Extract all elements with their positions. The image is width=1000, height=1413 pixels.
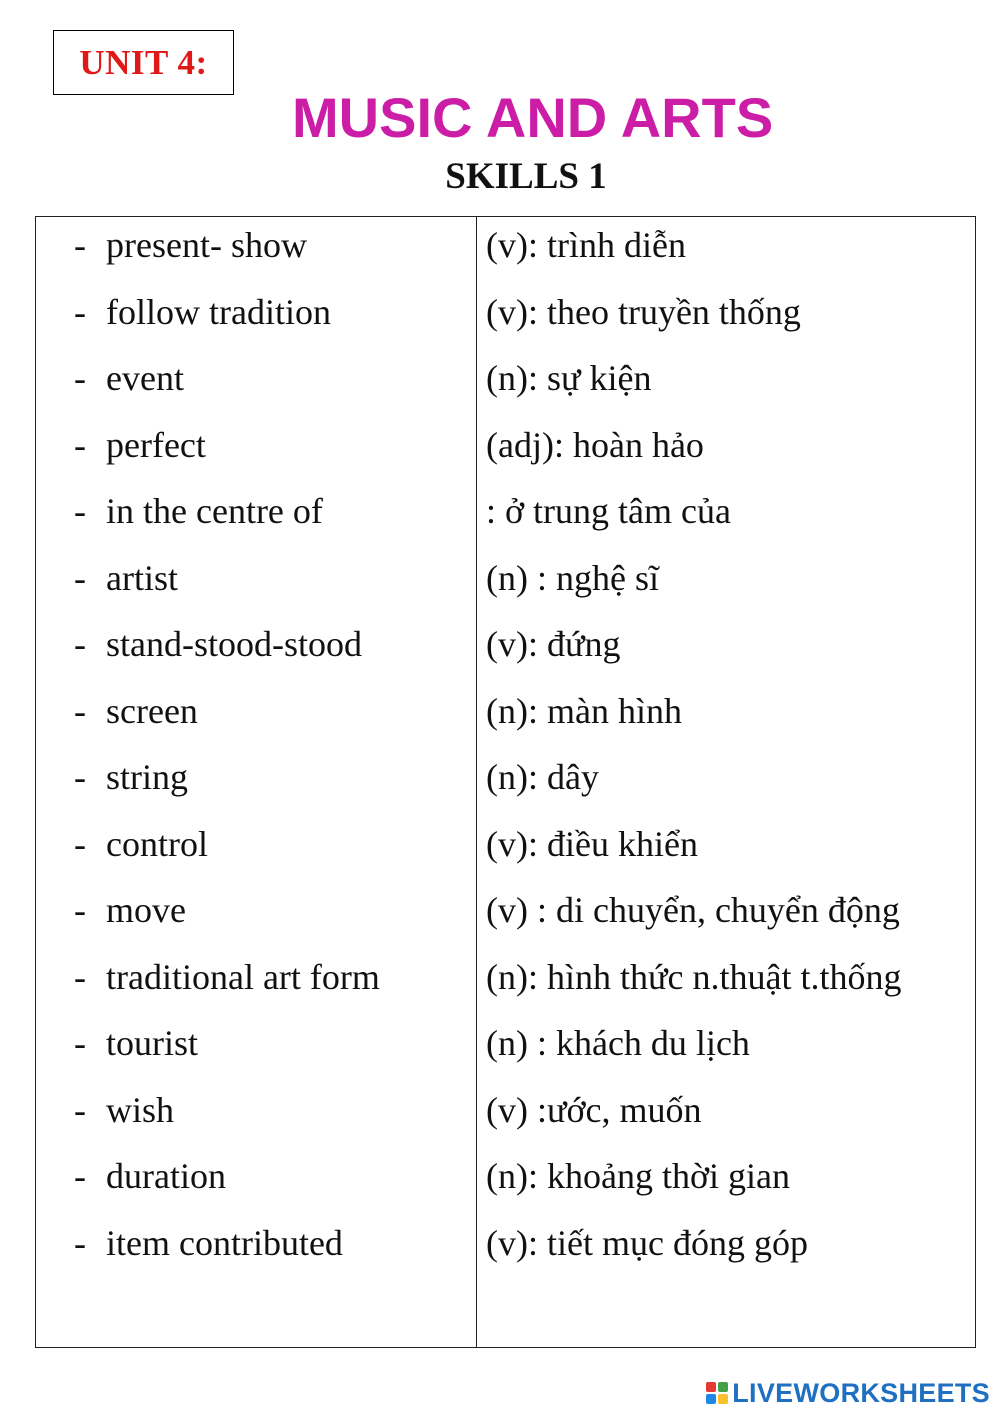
list-dash: - bbox=[74, 757, 86, 797]
vocab-definition: : ở trung tâm của bbox=[486, 491, 731, 531]
vocab-term-text: duration bbox=[106, 1156, 226, 1196]
list-dash: - bbox=[74, 823, 86, 864]
vocab-row bbox=[36, 751, 975, 818]
logo-grid-icon bbox=[706, 1382, 728, 1404]
vocab-definition: (v): tiết mục đóng góp bbox=[486, 1222, 808, 1263]
vocab-definition: (n): dây bbox=[486, 757, 599, 797]
vocab-definition: (n): khoảng thời gian bbox=[486, 1156, 790, 1196]
page-subtitle: SKILLS 1 bbox=[445, 156, 607, 197]
vocab-term bbox=[74, 1221, 343, 1265]
vocab-definition: (v): điều khiển bbox=[486, 823, 698, 864]
vocab-row bbox=[36, 552, 975, 619]
vocab-term bbox=[74, 1021, 198, 1065]
vocab-term bbox=[74, 1154, 226, 1198]
vocab-row bbox=[36, 1217, 975, 1284]
vocab-term bbox=[74, 622, 362, 666]
vocab-term bbox=[74, 556, 178, 600]
vocab-term bbox=[74, 423, 206, 467]
vocab-row bbox=[36, 951, 975, 1018]
list-dash: - bbox=[74, 1089, 86, 1130]
list-dash: - bbox=[74, 956, 86, 997]
vocab-row bbox=[36, 1084, 975, 1151]
vocab-term bbox=[74, 822, 208, 866]
vocab-term-text: follow tradition bbox=[106, 291, 331, 332]
page-title: MUSIC AND ARTS bbox=[292, 86, 774, 149]
list-dash: - bbox=[74, 690, 86, 731]
list-dash: - bbox=[74, 491, 86, 531]
vocab-row bbox=[36, 352, 975, 419]
vocab-definition: (v): trình diễn bbox=[486, 225, 686, 265]
list-dash: - bbox=[74, 291, 86, 332]
logo-text: LIVEWORKSHEETS bbox=[732, 1377, 990, 1408]
vocab-row bbox=[36, 219, 975, 286]
vocab-definition: (n) : khách du lịch bbox=[486, 1023, 750, 1063]
list-dash: - bbox=[74, 624, 86, 664]
vocab-row bbox=[36, 419, 975, 486]
vocab-term bbox=[74, 223, 307, 267]
vocab-term-text: string bbox=[106, 757, 189, 797]
vocab-definition: (v) : di chuyển, chuyển động bbox=[486, 890, 900, 930]
vocab-term-text: wish bbox=[106, 1089, 175, 1130]
vocab-term-text: artist bbox=[106, 557, 178, 598]
list-dash: - bbox=[74, 557, 86, 598]
liveworksheets-logo bbox=[706, 1378, 990, 1408]
list-dash: - bbox=[74, 358, 86, 398]
list-dash: - bbox=[74, 890, 86, 930]
vocab-term bbox=[74, 755, 188, 799]
list-dash: - bbox=[74, 1023, 86, 1063]
vocab-definition: (n): hình thức n.thuật t.thống bbox=[486, 956, 902, 997]
vocab-row bbox=[36, 685, 975, 752]
unit-label: UNIT 4: bbox=[79, 42, 208, 82]
vocab-row bbox=[36, 485, 975, 552]
vocab-row bbox=[36, 1150, 975, 1217]
vocab-term-text: control bbox=[106, 823, 208, 864]
vocab-term bbox=[74, 290, 331, 334]
list-dash: - bbox=[74, 1222, 86, 1263]
vocab-term bbox=[74, 689, 198, 733]
vocab-term-text: screen bbox=[106, 690, 198, 731]
vocab-term-text: move bbox=[106, 890, 186, 930]
vocab-term-text: stand-stood-stood bbox=[106, 624, 362, 664]
vocab-definition: (n) : nghệ sĩ bbox=[486, 557, 659, 598]
vocab-term-text: present- show bbox=[106, 225, 307, 265]
vocab-term-text: event bbox=[106, 358, 184, 398]
vocab-definition: (v): đứng bbox=[486, 624, 621, 664]
vocab-definition: (v) :ước, muốn bbox=[486, 1089, 702, 1130]
vocab-term bbox=[74, 489, 323, 533]
vocab-row bbox=[36, 884, 975, 951]
vocab-term bbox=[74, 888, 186, 932]
vocab-term-text: perfect bbox=[106, 424, 206, 465]
unit-label-box bbox=[53, 30, 234, 95]
vocab-definition: (n): sự kiện bbox=[486, 358, 652, 398]
list-dash: - bbox=[74, 225, 86, 265]
vocab-row bbox=[36, 1017, 975, 1084]
vocab-term bbox=[74, 356, 184, 400]
vocab-definition: (n): màn hình bbox=[486, 690, 682, 731]
vocab-term-text: in the centre of bbox=[106, 491, 323, 531]
vocabulary-table bbox=[35, 216, 976, 1348]
vocab-definition: (adj): hoàn hảo bbox=[486, 424, 704, 465]
vocab-term-text: item contributed bbox=[106, 1222, 343, 1263]
vocab-term-text: tourist bbox=[106, 1023, 199, 1063]
vocab-term bbox=[74, 1088, 174, 1132]
list-dash: - bbox=[74, 424, 86, 465]
vocab-row bbox=[36, 286, 975, 353]
vocab-row bbox=[36, 618, 975, 685]
list-dash: - bbox=[74, 1156, 86, 1196]
vocab-row bbox=[36, 818, 975, 885]
vocab-term bbox=[74, 955, 380, 999]
vocab-term-text: traditional art form bbox=[106, 956, 380, 997]
vocab-definition: (v): theo truyền thống bbox=[486, 291, 801, 332]
